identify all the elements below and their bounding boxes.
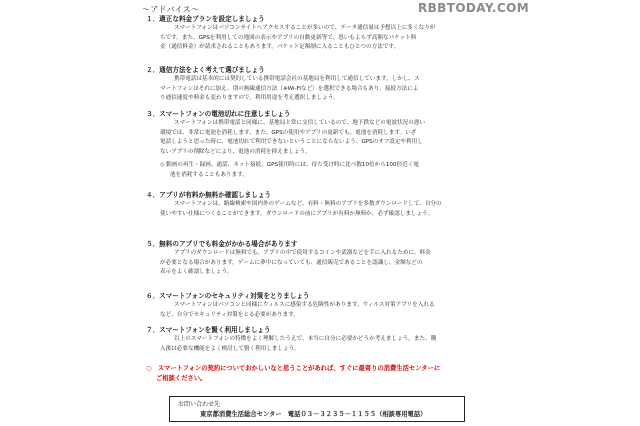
body-line: スマートフォンは、路線検索や国内外のゲームなど、有料・無料のアプリを多数ダウンロードして、自分の bbox=[174, 201, 442, 207]
section-title: ７．スマートフォンを賢く利用しましょう bbox=[146, 326, 271, 334]
advice-section bbox=[146, 191, 492, 219]
advice-section bbox=[146, 66, 492, 104]
advice-header: ～アドバイス～ bbox=[142, 5, 200, 14]
body-line: 環境では、非常に電池を消耗します。また、GPSの使用やアプリの更新でも、電池を消耗します。いざ bbox=[160, 129, 417, 136]
body-line: が必要となる場合があります。ゲームに夢中になっていても、通信販売であることを認識し、金額などの bbox=[160, 259, 423, 266]
body-line: ちです。また、GPSを利用しての地図の表示やアプリの自動更新等で、思いもよらず高額なパケット料 bbox=[160, 34, 417, 41]
advice-section bbox=[146, 240, 492, 278]
advice-section bbox=[146, 110, 492, 181]
body-line: ないアプリの削除などにより、電池の消耗を抑えましょう。 bbox=[160, 148, 311, 155]
section-body bbox=[146, 249, 492, 278]
advice-section bbox=[146, 15, 492, 53]
body-line: など、自分でセキュリティ対策をとる必要があります。 bbox=[160, 311, 299, 318]
body-line: 表示をよく確認しましょう。 bbox=[160, 269, 233, 276]
body-line: マートフォンはそれに加え、別の無線通信方法（※Wi-Fiなど）を選択できる場合もあり、接続方法によ bbox=[160, 85, 419, 92]
section-title: ６．スマートフォンのセキュリティ対策をとりましょう bbox=[146, 292, 310, 300]
body-line: 以上のスマートフォンの特徴をよく理解したうえで、本当に自分に必要かどうか考えましょう。また、購 bbox=[174, 336, 437, 342]
section-title: ４．アプリが有料か無料か確認しましょう bbox=[146, 191, 272, 199]
section-title: １．適正な料金プランを設定しましょう bbox=[146, 15, 265, 23]
body-line: スマートフォンは携帯電話と同様に、基地局と常に交信しているので、地下鉄などの電波状況の悪い bbox=[174, 120, 426, 126]
contact-info: 東京都消費生活総合センター 電話０３－３２３５－１１５５（相談専用電話） bbox=[200, 411, 427, 418]
warning-line: ○ スマートフォンの契約についておかしいなと思うことがあれば、すぐに最寄りの消費生活センターに bbox=[146, 365, 441, 372]
section-title: ３．スマートフォンの電池切れに注意しましょう bbox=[146, 110, 291, 118]
watermark: RBBTODAY.COM bbox=[418, 1, 530, 15]
section-body bbox=[146, 24, 492, 53]
body-line: スマートフォンはパソコンと同様にウィルスに感染する危険性があります。ウィルス対策アプリを入れる bbox=[174, 302, 435, 308]
warning-line: ご相談ください。 bbox=[156, 375, 207, 382]
advice-section bbox=[146, 326, 492, 354]
section-title: ５．無料のアプリでも料金がかかる場合があります bbox=[146, 240, 298, 248]
body-line: り通信速度や料金も変わりますので、利用用途を考え選択しましょう。 bbox=[160, 95, 339, 102]
section-body bbox=[146, 200, 492, 219]
body-line: 金（通信料金）が請求されることもあります。パケット定額制に入ることもひとつの方法です。 bbox=[160, 44, 400, 51]
note-line: 池を消耗することもあります。 bbox=[170, 171, 248, 178]
section-body bbox=[146, 119, 492, 157]
body-line: 携帯電話は基本的には契約している携帯電話会社の基地局を利用して通信しています。しかし、ス bbox=[174, 76, 420, 82]
section-body bbox=[146, 75, 492, 104]
body-line: 電話しようと思った時に、電池切れで利用できないということにならないよう、GPSのオフ設定や利用し bbox=[160, 139, 423, 146]
section-title: ２．通信方法をよく考えて選びましょう bbox=[146, 66, 265, 74]
body-line: 使いやすい仕様につくることができます。ダウンロードの前にアプリが有料か無料か、必ず確認しましょう。 bbox=[160, 210, 434, 217]
contact-label: お問い合わせ先 bbox=[178, 401, 221, 408]
note-line: ◇ 動画の再生・録画、通話、ネット接続、GPS使用時には、待ち受け時に比べ数10倍から100倍近く電 bbox=[160, 162, 419, 169]
advice-section bbox=[146, 292, 492, 320]
section-note bbox=[146, 161, 492, 180]
warning-notice bbox=[146, 364, 492, 384]
body-line: 入後は必要な機能をよく検討して賢く利用しましょう。 bbox=[160, 345, 300, 352]
section-body bbox=[146, 301, 492, 320]
section-body bbox=[146, 335, 492, 354]
contact-box bbox=[169, 396, 465, 422]
body-line: スマートフォンはパソコンサイトへアクセスすることが多いので、データ通信量は予想以上に多くなりが bbox=[174, 25, 436, 31]
body-line: アプリのダウンロードは無料でも、アプリの中で使用するコインや武器などを手に入れるために、料金 bbox=[174, 250, 431, 256]
